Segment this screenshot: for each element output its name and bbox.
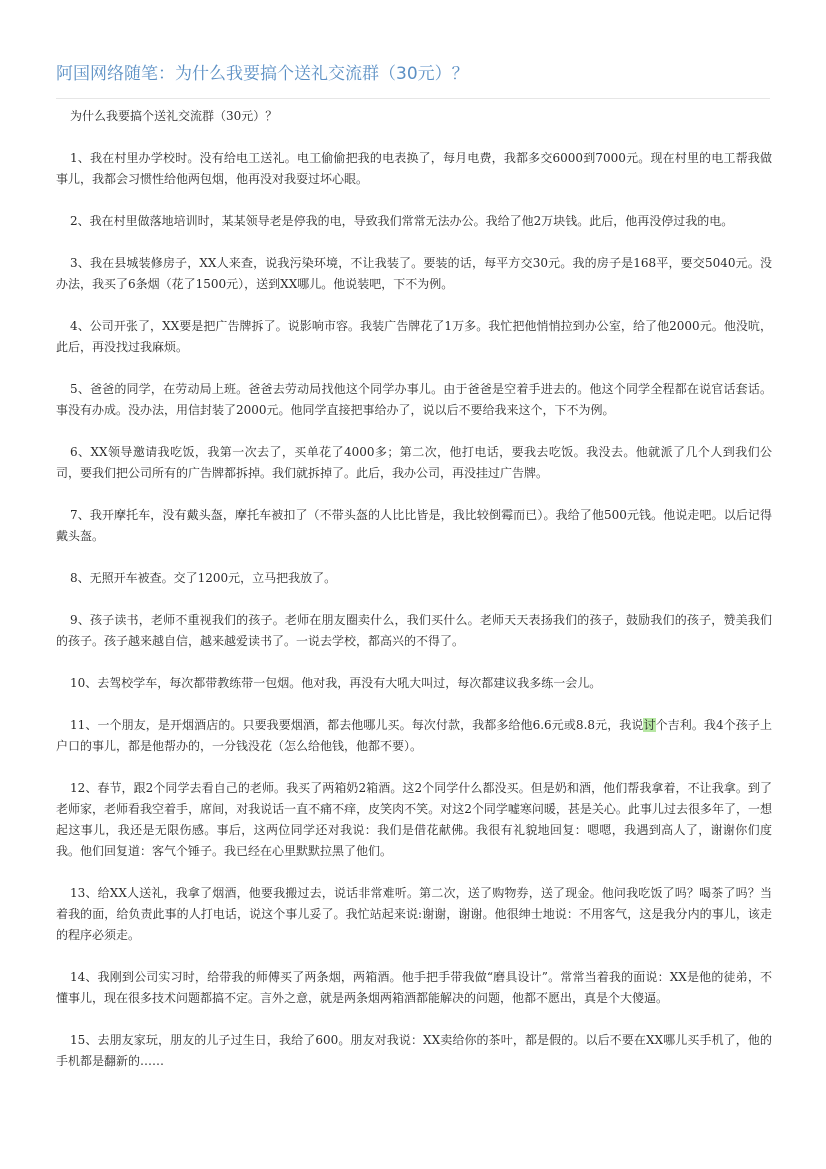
- paragraph-8: 8、无照开车被查。交了1200元，立马把我放了。: [70, 571, 337, 585]
- paragraph-9: 9、孩子读书，老师不重视我们的孩子。老师在朋友圈卖什么，我们买什么。老师天天表扬我们的孩子，鼓励我们的孩子，赞美我们的孩子。孩子越来越自信，越来越爱读书了。一说去学校，都高兴的不得了。: [56, 613, 772, 648]
- title-divider: [56, 98, 770, 99]
- article-body: [56, 106, 772, 1093]
- paragraph-4: 4、公司开张了，XX要是把广告牌拆了。说影响市容。我装广告牌花了1万多。我忙把他悄悄拉到办公室，给了他2000元。他没吭，此后，再没找过我麻烦。: [56, 319, 772, 354]
- paragraph-14: 14、我刚到公司实习时，给带我的师傅买了两条烟，两箱酒。他手把手带我做“磨具设计”。常常当着我的面说：XX是他的徒弟，不懂事儿，现在很多技术问题都搞不定。言外之意，就是两条烟两箱酒都能解决的问题，他都不愿出，真是个大傻逼。: [56, 970, 772, 1005]
- paragraph-10: 10、去驾校学车，每次都带教练带一包烟。他对我，再没有大吼大叫过，每次都建议我多练一会儿。: [70, 676, 602, 690]
- highlighted-text: 讨: [643, 718, 656, 732]
- paragraph-1: 1、我在村里办学校时。没有给电工送礼。电工偷偷把我的电表换了，每月电费，我都多交6000到7000元。现在村里的电工帮我做事儿，我都会习惯性给他两包烟，他再没对我耍过坏心眼。: [56, 151, 772, 186]
- paragraph-15: 15、去朋友家玩，朋友的儿子过生日，我给了600。朋友对我说：XX卖给你的茶叶，都是假的。以后不要在XX哪儿买手机了，他的手机都是翻新的……: [56, 1033, 772, 1068]
- paragraph-7: 7、我开摩托车，没有戴头盔，摩托车被扣了（不带头盔的人比比皆是，我比较倒霉而已）。我给了他500元钱。他说走吧。以后记得戴头盔。: [56, 508, 772, 543]
- paragraph-6: 6、XX领导邀请我吃饭，我第一次去了，买单花了4000多；第二次，他打电话，要我去吃饭。我没去。他就派了几个人到我们公司，要我们把公司所有的广告牌都拆掉。我们就拆掉了。此后，我办公司，再没挂过广告牌。: [56, 445, 772, 480]
- paragraph-5: 5、爸爸的同学，在劳动局上班。爸爸去劳动局找他这个同学办事儿。由于爸爸是空着手进去的。他这个同学全程都在说官话套话。事没有办成。没办法，用信封装了2000元。他同学直接把事给办了，说以后不要给我来这个，下不为例。: [56, 382, 772, 417]
- paragraph-12: 12、春节，跟2个同学去看自己的老师。我买了两箱奶2箱酒。这2个同学什么都没买。但是奶和酒，他们帮我拿着，不让我拿。到了老师家，老师看我空着手，席间，对我说话一直不痛不痒，皮笑肉不笑。对这2个同学嘘寒问暖，甚是关心。此事儿过去很多年了，一想起这事儿，我还是无限伤感。事后，这两位同学还对我说：我们是借花献佛。我很有礼貌地回复：嗯嗯，我遇到高人了，谢谢你们度我。他们回复道：客气个锤子。我已经在心里默默拉黑了他们。: [56, 781, 772, 858]
- article-subtitle: 为什么我要搞个送礼交流群（30元）？: [70, 109, 278, 123]
- page-title: 阿国网络随笔：为什么我要搞个送礼交流群（30元）？: [56, 64, 469, 84]
- paragraph-13: 13、给XX人送礼，我拿了烟酒，他要我搬过去，说话非常难听。第二次，送了购物券，送了现金。他问我吃饭了吗？喝茶了吗？当着我的面，给负责此事的人打电话，说这个事儿妥了。我忙站起来说:谢谢，谢谢。他很绅士地说：不用客气，这是我分内的事儿，该走的程序必须走。: [56, 886, 772, 942]
- paragraph-11: 11、一个朋友，是开烟酒店的。只要我要烟酒，都去他哪儿买。每次付款，我都多给他6.6元或8.8元，我说讨个吉利。我4个孩子上户口的事儿，都是他帮办的，一分钱没花（怎么给他钱，他都不要）。: [56, 718, 772, 753]
- paragraph-2: 2、我在村里做落地培训时，某某领导老是停我的电，导致我们常常无法办公。我给了他2万块钱。此后，他再没停过我的电。: [70, 214, 734, 228]
- paragraph-3: 3、我在县城装修房子，XX人来查，说我污染环境，不让我装了。要装的话，每平方交30元。我的房子是168平，要交5040元。没办法，我买了6条烟（花了1500元），送到XX哪儿。他说装吧，下不为例。: [56, 256, 772, 291]
